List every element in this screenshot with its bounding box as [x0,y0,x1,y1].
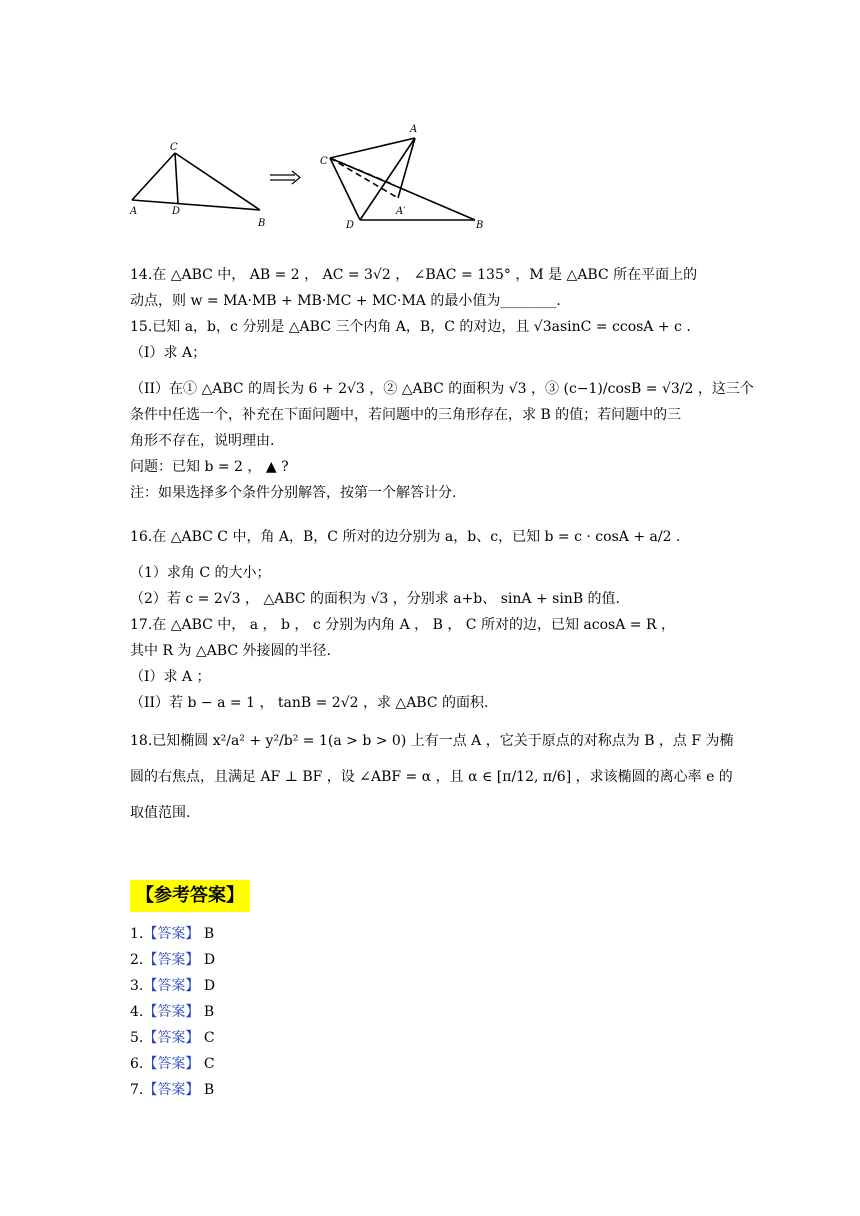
right-label-a-prime: A′ [396,206,406,217]
q16-2-line-1: （2）若 c = 2√3 ， △ABC 的面积为 √3 ，分别求 a+b、 sinA + sinB 的值. [130,591,621,607]
answer-num: 2. [130,952,144,968]
answer-num: 1. [130,926,144,942]
answer-num: 4. [130,1004,144,1020]
left-triangle [132,153,260,210]
answer-value: D [203,952,216,968]
triangle-fold-figure [120,118,500,238]
answer-num: 5. [130,1030,144,1046]
q16-1-line-1: （1）求角 C 的大小； [130,565,271,581]
question-18 [130,728,734,826]
q17-1-line-1: （I）求 A ； [130,669,211,685]
q17-line-1: 17.在 △ABC 中， a ， b ， c 分别为内角 A ， B ， C 所对的边，已知 acosA = R ， [130,617,675,633]
question-16-part-2 [130,586,730,612]
left-label-a: A [130,206,138,217]
answer-num: 3. [130,978,144,994]
answer-tag: 【答案】 [143,978,200,994]
answer-num: 6. [130,1056,144,1072]
right-label-a: A [410,124,418,135]
answer-row [130,1002,214,1022]
answer-row [130,950,215,970]
q17-line-2: 其中 R 为 △ABC 外接圆的半径. [130,643,331,659]
answer-value: C [203,1056,215,1072]
q15-3-line-1: 问题：已知 b = 2 ， ▲ ? [130,459,289,475]
question-15-part-1 [130,340,730,366]
question-16 [130,524,730,550]
answer-row [130,924,214,944]
left-label-c: C [170,142,178,153]
right-label-b: B [476,220,484,231]
question-17-part-1 [130,664,730,690]
answer-value: C [203,1030,215,1046]
question-16-part-1 [130,560,730,586]
double-arrow-right-icon [270,171,300,184]
q15-1-line-1: （I）求 A； [130,345,207,361]
answer-value: B [203,926,215,942]
q14-line-1: 14.在 △ABC 中， AB = 2 ， AC = 3√2 ， ∠BAC = 135° ，M 是 △ABC 所在平面上的 [130,267,698,283]
q15-4-line-1: 注：如果选择多个条件分别解答，按第一个解答计分. [130,485,457,501]
answer-row [130,1054,215,1074]
question-17 [130,612,730,664]
answer-tag: 【答案】 [143,926,200,942]
q17-2-line-1: （II）若 b − a = 1 ， tanB = 2√2 ，求 △ABC 的面积. [130,695,489,711]
question-14 [130,262,730,314]
answers-title: 【参考答案】 [130,880,250,912]
answer-tag: 【答案】 [143,1004,200,1020]
right-label-c: C [320,156,328,167]
question-15-part-2 [130,376,754,454]
q18-line-2: 圆的右焦点，且满足 AF ⊥ BF ，设 ∠ABF = α ，且 α ∈ [π/12, π/6] ，求该椭圆的离心率 e 的 [130,769,733,785]
answer-tag: 【答案】 [143,1056,200,1072]
q15-2-line-1: （II）在① △ABC 的周长为 6 + 2√3 ，② △ABC 的面积为 √3 ，③ (c−1)/cosB = √3/2 ，这三个 [130,381,754,397]
q15-2-line-2: 条件中任选一个，补充在下面问题中，若问题中的三角形存在，求 B 的值；若问题中的三 [130,407,682,423]
q14-line-2: 动点，则 w = MA·MB + MB·MC + MC·MA 的最小值为________. [130,293,561,309]
left-label-b: B [258,218,266,229]
answer-num: 7. [130,1082,144,1098]
question-15-note [130,480,730,506]
answer-row [130,1028,215,1048]
answer-tag: 【答案】 [143,1082,200,1098]
q18-line-3: 取值范围. [130,805,191,821]
answer-tag: 【答案】 [143,952,200,968]
q15-2-line-3: 角形不存在，说明理由. [130,433,275,449]
q15-line-1: 15.已知 a，b，c 分别是 △ABC 三个内角 A，B，C 的对边，且 √3asinC = ccosA + c . [130,319,691,335]
answer-row [130,1080,214,1100]
q16-line-1: 16.在 △ABC C 中，角 A，B，C 所对的边分别为 a，b、c，已知 b = c · cosA + a/2 . [130,529,681,545]
question-15-problem [130,454,730,480]
question-15 [130,314,730,340]
q18-line-1: 18.已知椭圆 x²/a² + y²/b² = 1(a > b > 0) 上有一点 A ，它关于原点的对称点为 B ，点 F 为椭 [130,733,734,749]
answer-row [130,976,215,996]
answer-value: B [203,1082,215,1098]
answer-tag: 【答案】 [143,1030,200,1046]
left-label-d: D [172,206,181,217]
answer-value: D [203,978,216,994]
question-17-part-2 [130,690,730,716]
right-label-d: D [346,220,355,231]
answer-value: B [203,1004,215,1020]
